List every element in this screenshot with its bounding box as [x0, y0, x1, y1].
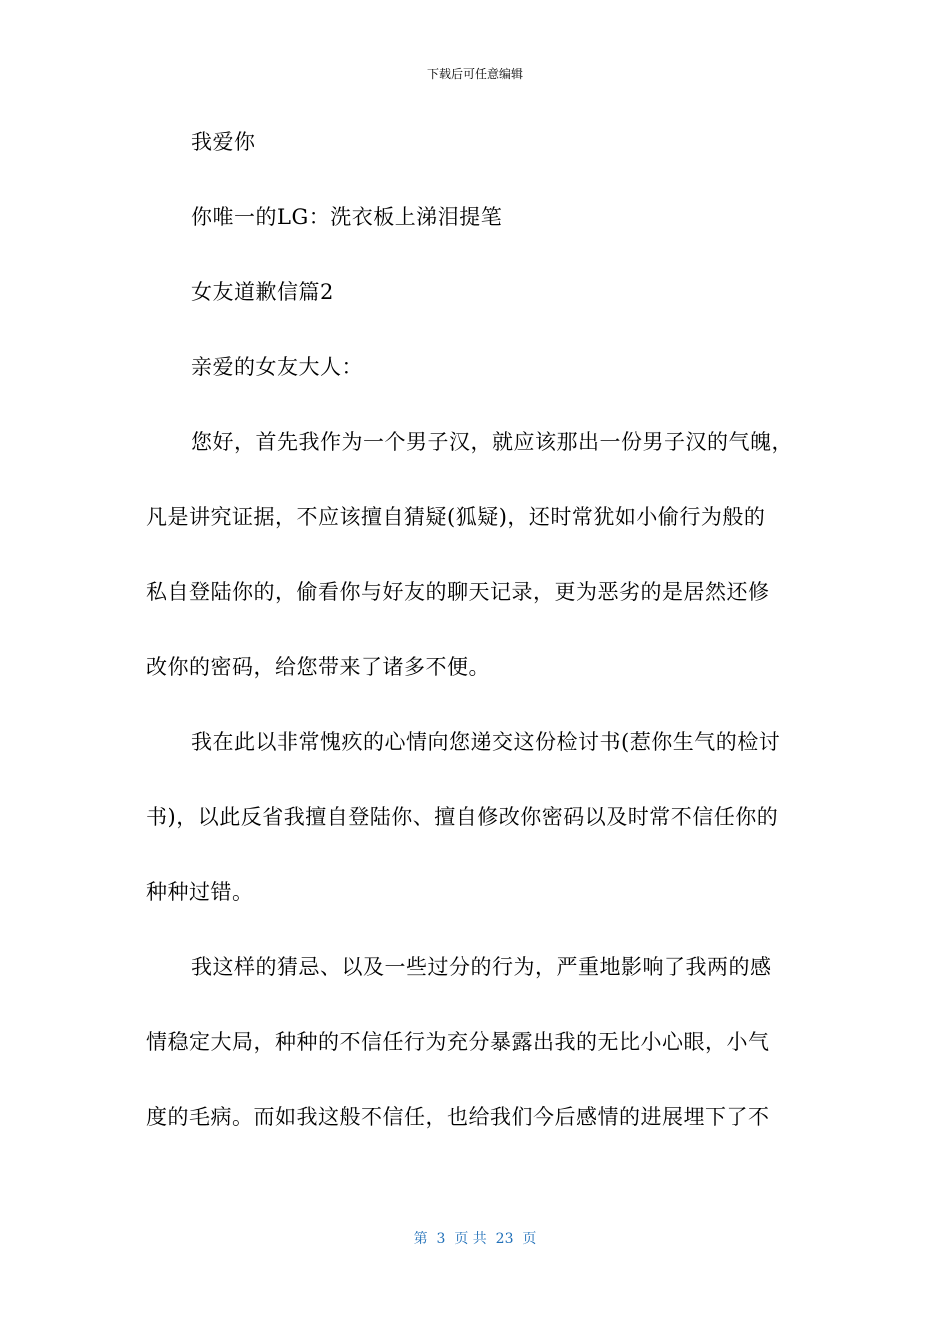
spacer	[146, 612, 806, 650]
text-line: 我在此以非常愧疚的心情向您递交这份检讨书(惹你生气的检讨	[191, 730, 781, 754]
spacer	[146, 462, 806, 500]
page-header: 下载后可任意编辑	[426, 67, 523, 81]
spacer	[146, 687, 806, 725]
text-line: 凡是讲究证据，不应该擅自猜疑(狐疑)，还时常犹如小偷行为般的	[146, 505, 766, 529]
spacer	[146, 162, 806, 200]
spacer	[146, 912, 806, 950]
text-line: 改你的密码，给您带来了诸多不便。	[146, 655, 490, 679]
document-body	[146, 124, 806, 1137]
text-line: 私自登陆你的，偷看你与好友的聊天记录，更为恶劣的是居然还修	[146, 580, 770, 604]
text-line: 情稳定大局，种种的不信任行为充分暴露出我的无比小心眼，小气	[146, 1030, 770, 1054]
spacer	[146, 387, 806, 425]
text-line: 你唯一的LG：洗衣板上涕泪提笔	[191, 205, 503, 229]
text-line: 我这样的猜忌、以及一些过分的行为，严重地影响了我两的感	[191, 955, 772, 979]
spacer	[146, 537, 806, 575]
text-line: 种种过错。	[146, 880, 254, 904]
text-line: 书)，以此反省我擅自登陆你、擅自修改你密码以及时常不信任你的	[146, 805, 779, 829]
salutation: 亲爱的女友大人：	[191, 355, 363, 379]
section-heading: 女友道歉信篇2	[191, 280, 334, 304]
spacer	[146, 837, 806, 875]
text-line: 我爱你	[191, 130, 256, 154]
spacer	[146, 237, 806, 275]
spacer	[146, 987, 806, 1025]
spacer	[146, 1062, 806, 1100]
text-line: 您好，首先我作为一个男子汉，就应该那出一份男子汉的气魄，	[191, 430, 793, 454]
text-line: 度的毛病。而如我这般不信任，也给我们今后感情的进展埋下了不	[146, 1105, 770, 1129]
page-footer: 第 3 页 共 23 页	[413, 1231, 537, 1247]
spacer	[146, 762, 806, 800]
spacer	[146, 312, 806, 350]
